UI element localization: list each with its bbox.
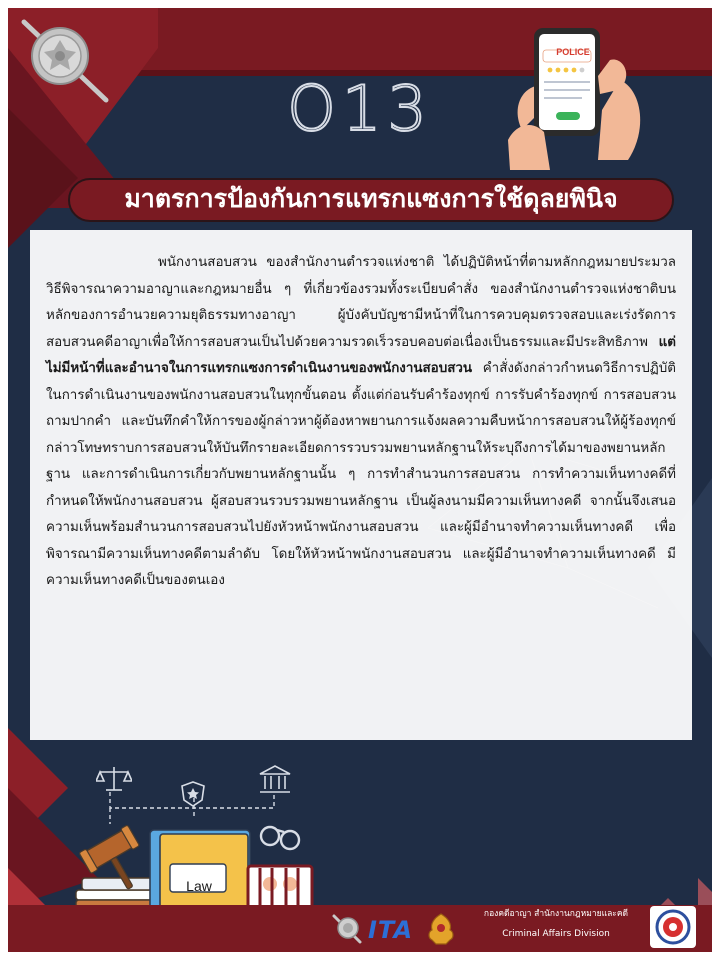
page-number: O13: [287, 72, 433, 145]
garuda-icon: [426, 912, 456, 946]
scales-icon: [96, 764, 132, 794]
footer-department-thai: กองคดีอาญา สำนักงานกฎหมายและคดี: [483, 909, 629, 919]
poster: [8, 8, 712, 952]
body-text: [46, 250, 676, 595]
police-badge-icon: [180, 780, 206, 808]
law-book-label: Law: [186, 878, 212, 894]
ita-logo: ITA: [368, 916, 414, 944]
body-panel: [30, 230, 692, 740]
courthouse-icon: [258, 764, 292, 796]
footer-department-english: Criminal Affairs Division: [502, 929, 610, 939]
body-text-part2: คำสั่งดังกล่าวกำหนดวิธีการปฏิบัติในการดำเนินงานของพนักงานสอบสวนในทุกขั้นตอน ตั้งแต่ก่อนรับคำร้องทุกข์ การรับคำร้องทุกข์ การสอบสวนถามปากคำ และบันทึกคำให้การของผู้กล่าวหาผู้ต้องหาพยานการแจ้งผลความคืบหน้าการสอบสวนให้ผู้ร้องทุกข์กล่าวโทษทราบการสอบสวนให้บันทึกรายละเอียดการรวบรวมพยานหลักฐานให้ระบุถึงการได้มาของพยานหลักฐาน และการดำเนินการเกี่ยวกับพยานหลักฐานนั้น ๆ การทำสำนวนการสอบสวน การทำความเห็นทางคดีที่กำหนดให้พนักงานสอบสวน ผู้สอบสวนรวบรวมพยานหลักฐาน เป็นผู้ลงนามมีความเห็นทางคดี จากนั้นจึงเสนอความเห็นพร้อมสำนวนการสอบสวนไปยังหัวหน้าพนักงานสอบสวน และผู้มีอำนาจทำความเห็นทางคดี เพื่อพิจารณามีความเห็นทางคดีตามลำดับ โดยให้หัวหน้าพนักงานสอบสวน และผู้มีอำนาจทำความเห็นทางคดี มีความเห็นทางคดีเป็นของตนเอง: [46, 361, 676, 588]
body-text-bold: แต่ไม่มีหน้าที่และอำนาจในการแทรกแซงการดำเนินงานของพนักงานสอบสวน: [46, 334, 676, 376]
handcuffs-icon: [258, 816, 302, 854]
page-title: มาตรการป้องกันการแทรกแซงการใช้ดุลยพินิจ: [124, 184, 618, 213]
body-text-part1: พนักงานสอบสวน ของสำนักงานตำรวจแห่งชาติ ได้ปฏิบัติหน้าที่ตามหลักกฎหมายประมวลวิธีพิจารณาความอาญาและกฎหมายอื่น ๆ ที่เกี่ยวข้องรวมทั้งระเบียบคำสั่ง ของสำนักงานตำรวจแห่งชาติบนหลักของการอำนวยความยุติธรรมทางอาญา ผู้บังคับบัญชามีหน้าที่ในการควบคุมตรวจสอบและเร่งรัดการสอบสวนคดีอาญาเพื่อให้การสอบสวนเป็นไปด้วยความรวดเร็วรอบคอบต่อเนื่องเป็นธรรมและมีประสิทธิภาพ: [46, 255, 676, 350]
police-seal-icon: [648, 904, 698, 950]
magnifier-logo-icon: [330, 912, 366, 946]
phone-police-label: POLICE: [556, 47, 590, 57]
